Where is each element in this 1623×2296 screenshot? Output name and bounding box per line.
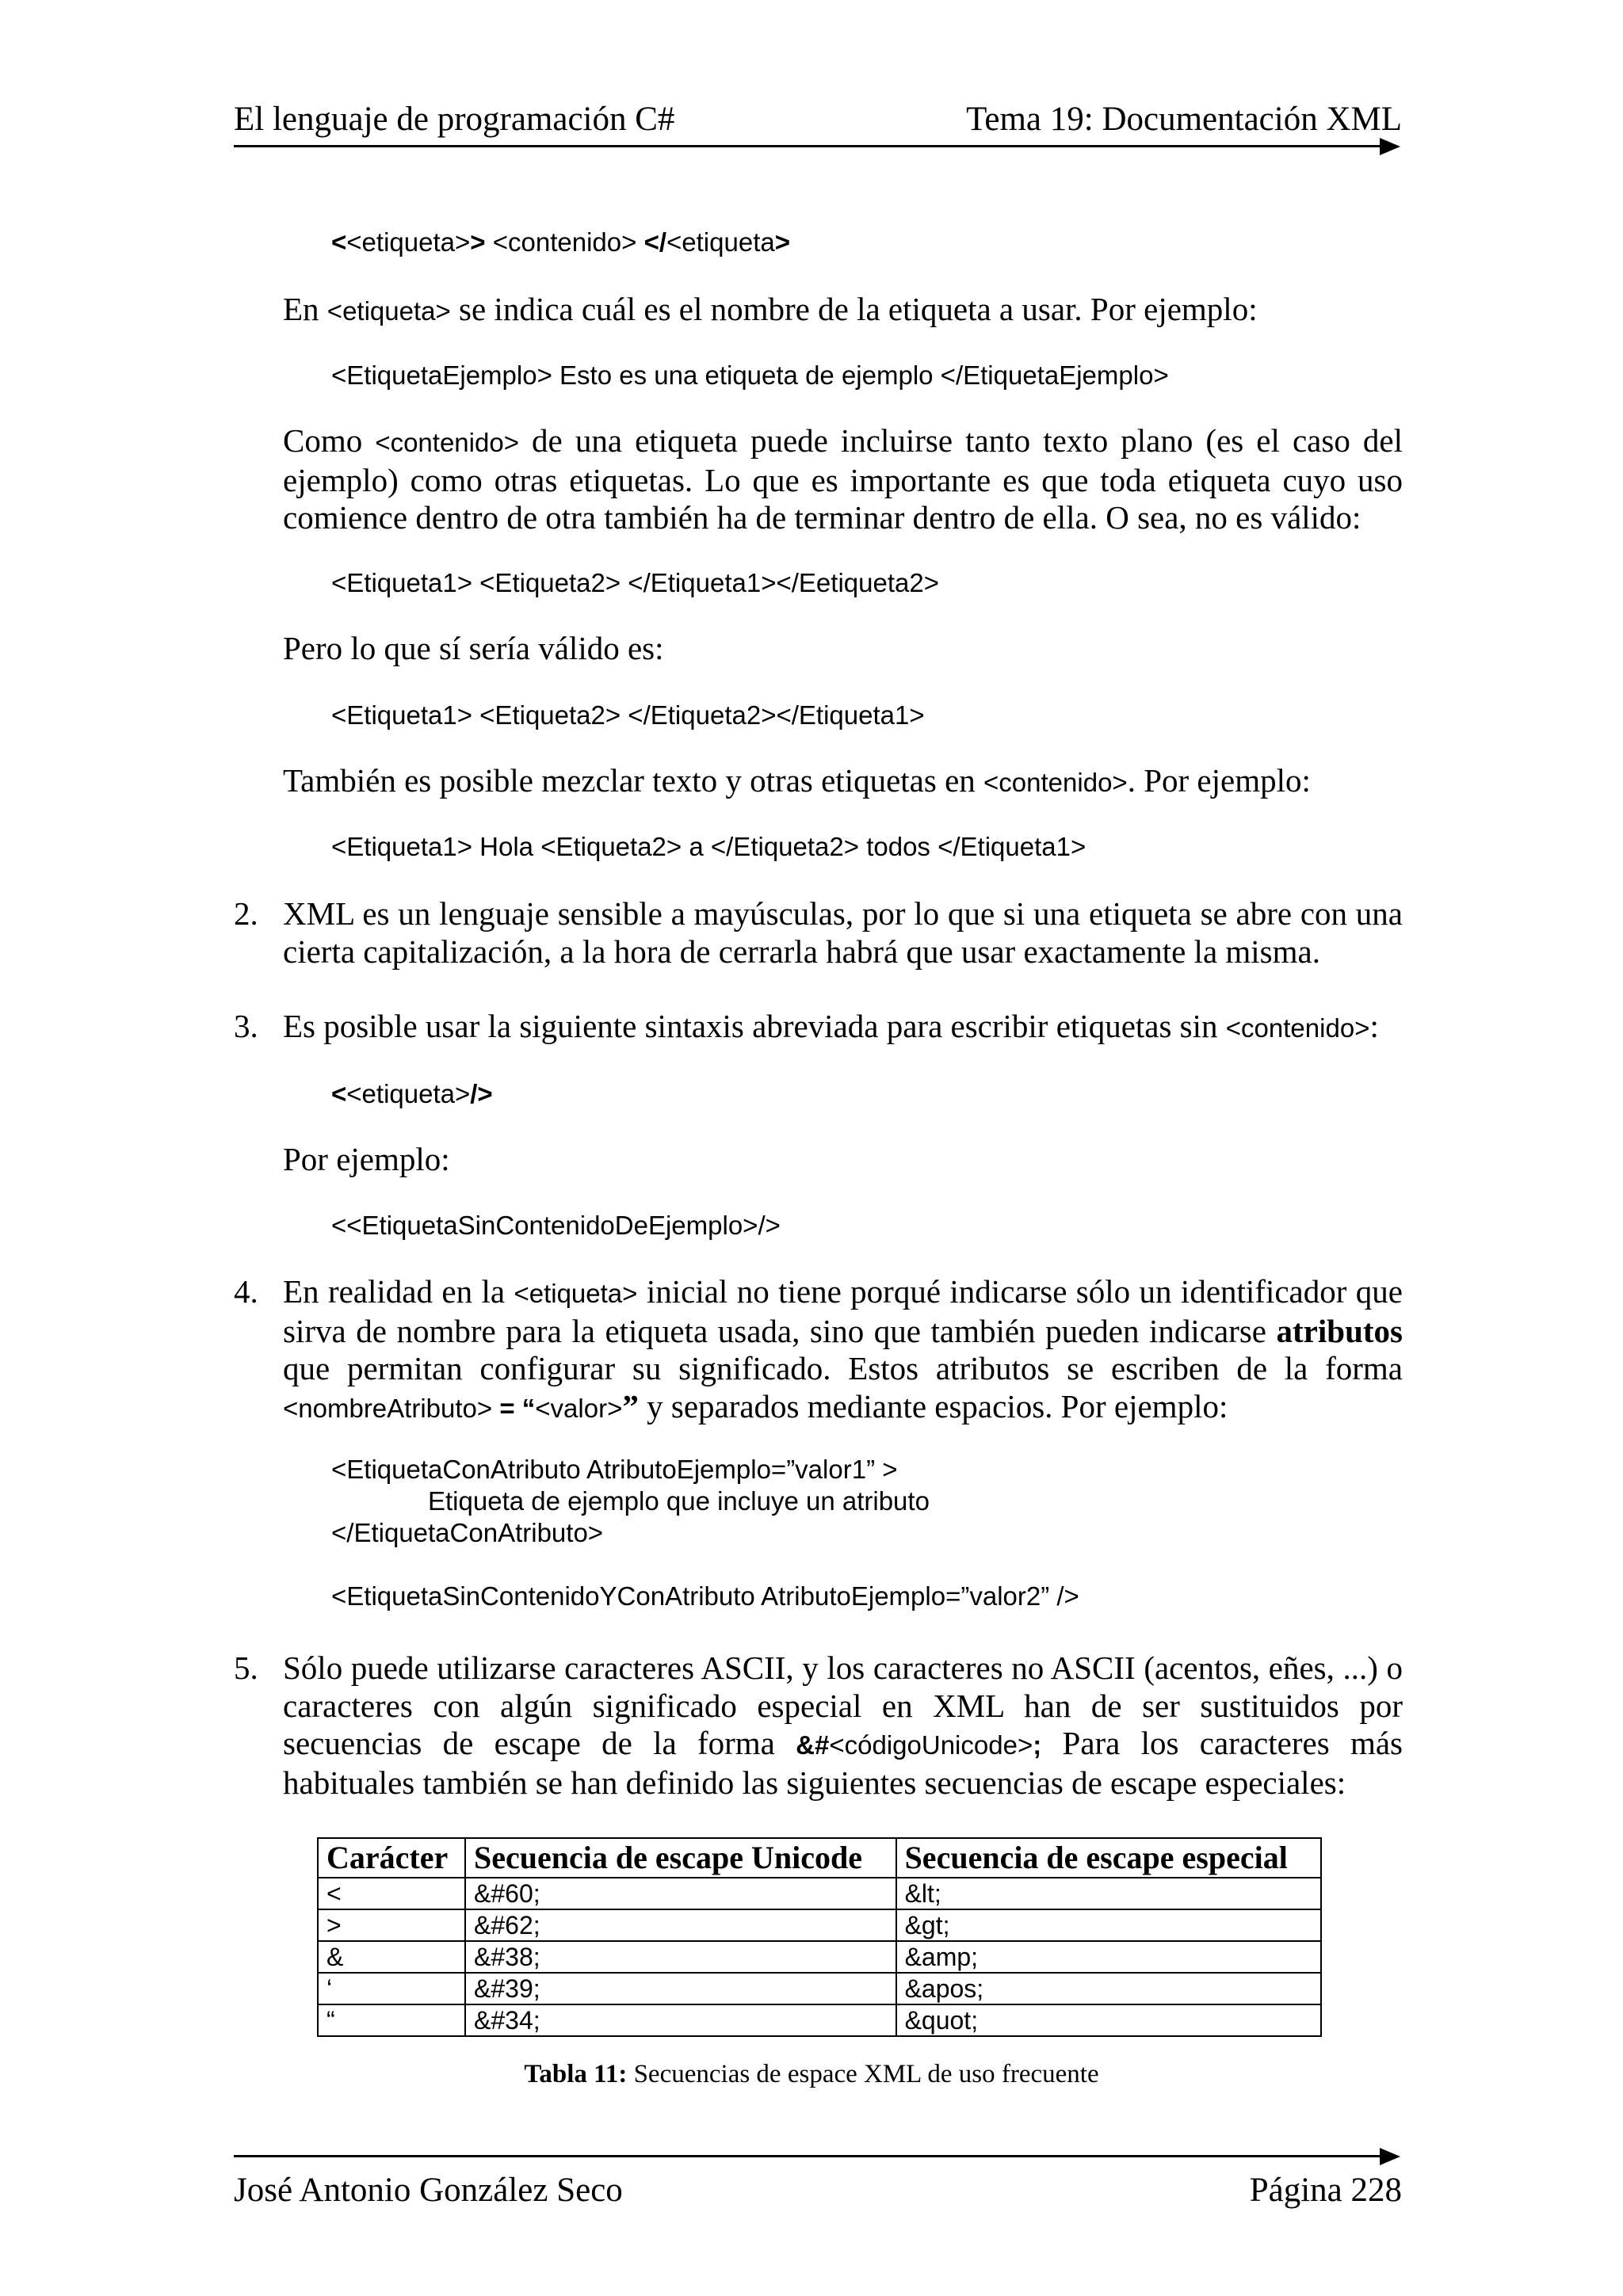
table-cell: > (318, 1909, 465, 1941)
table-header-cell: Secuencia de escape Unicode (465, 1838, 896, 1878)
table-row (318, 1941, 1321, 1973)
code-invalid-nesting: <Etiqueta1> <Etiqueta2> </Etiqueta1></Eetiqueta2> (331, 568, 939, 597)
paragraph-por-ejemplo: Por ejemplo: (283, 1141, 450, 1177)
code-valid-nesting: <Etiqueta1> <Etiqueta2> </Etiqueta2></Etiqueta1> (331, 700, 925, 730)
paragraph-como: Como <contenido> de una etiqueta puede incluirse tanto texto plano (es el caso del ejemplo) como otras etiquetas. Lo que es importante es que toda etiqueta cuyo uso comience dentro de otra también ha de terminar dentro de ella. O sea, no es válido: (283, 422, 1403, 536)
list-number-2: 2. (234, 895, 258, 932)
table-row (318, 1909, 1321, 1941)
table-row (318, 2004, 1321, 2036)
paragraph-en: En <etiqueta> se indica cuál es el nombre de la etiqueta a usar. Por ejemplo: (283, 291, 1258, 327)
table-cell: &lt; (896, 1878, 1321, 1909)
table-cell: &#39; (465, 1973, 896, 2004)
list-number-3: 3. (234, 1008, 258, 1044)
header-book-title: El lenguaje de programación C# (234, 101, 675, 138)
header-rule (234, 145, 1380, 147)
code-attribute-example-2: <EtiquetaSinContenidoYConAtributo AtributoEjemplo=”valor2” /> (331, 1581, 1079, 1611)
list-item-5-text: Sólo puede utilizarse caracteres ASCII, y los caracteres no ASCII (acentos, eñes, ...) o caracteres con algún significado especial en XML han de ser sustituidos por secuencias de escape de la forma &#<códigoUnicode>; Para los caracteres más habituales también se han definido las siguientes secuencias de escape especiales: (283, 1650, 1403, 1801)
paragraph-pero: Pero lo que sí sería válido es: (283, 630, 664, 666)
list-number-4: 4. (234, 1273, 258, 1310)
table-header-cell: Carácter (318, 1838, 465, 1878)
list-item-2-text: XML es un lenguaje sensible a mayúsculas, por lo que si una etiqueta se abre con una cierta capitalización, a la hora de cerrarla habrá que usar exactamente la misma. (283, 895, 1403, 970)
table-cell: “ (318, 2004, 465, 2036)
table-caption: Tabla 11: Secuencias de espace XML de uso frecuente (524, 2060, 1099, 2088)
syntax-line: <<etiqueta>> <contenido> </<etiqueta> (331, 227, 791, 257)
code-short-example: <<EtiquetaSinContenidoDeEjemplo>/> (331, 1211, 781, 1240)
footer-page-number: Página 228 (1249, 2172, 1402, 2209)
table-header-cell: Secuencia de escape especial (896, 1838, 1321, 1878)
list-item-3-text: Es posible usar la siguiente sintaxis abreviada para escribir etiquetas sin <contenido>: (283, 1008, 1379, 1044)
table-cell: &#62; (465, 1909, 896, 1941)
paragraph-tambien: También es posible mezclar texto y otras etiquetas en <contenido>. Por ejemplo: (283, 762, 1311, 799)
footer-rule-arrow-icon (1380, 2148, 1400, 2165)
table-cell: &#60; (465, 1878, 896, 1909)
header-chapter-title: Tema 19: Documentación XML (966, 101, 1402, 138)
header-rule-arrow-icon (1380, 138, 1400, 155)
table-row (318, 1973, 1321, 2004)
list-item-4-text: En realidad en la <etiqueta> inicial no tiene porqué indicarse sólo un identificador que sirva de nombre para la etiqueta usada, sino que también pueden indicarse atributos que permitan configurar su significado. Estos atributos se escriben de la forma <nombreAtributo> = “<valor>” y separados mediante espacios. Por ejemplo: (283, 1273, 1403, 1425)
footer-author: José Antonio González Seco (234, 2172, 623, 2209)
code-attribute-example: <EtiquetaConAtributo AtributoEjemplo=”valor1” > Etiqueta de ejemplo que incluye un atributo </EtiquetaConAtributo> (331, 1455, 930, 1547)
table-cell: &#38; (465, 1941, 896, 1973)
footer-rule (234, 2155, 1380, 2157)
code-example-1: <EtiquetaEjemplo> Esto es una etiqueta de ejemplo </EtiquetaEjemplo> (331, 360, 1169, 390)
table-cell: & (318, 1941, 465, 1973)
list-number-5: 5. (234, 1650, 258, 1686)
escape-sequences-table (317, 1837, 1322, 2037)
table-cell: &quot; (896, 2004, 1321, 2036)
syntax-short-form: <<etiqueta>/> (331, 1079, 493, 1108)
code-mixed-content: <Etiqueta1> Hola <Etiqueta2> a </Etiqueta2> todos </Etiqueta1> (331, 832, 1086, 861)
table-cell: < (318, 1878, 465, 1909)
table-cell: ‘ (318, 1973, 465, 2004)
table-header-row (318, 1838, 1321, 1878)
table-cell: &apos; (896, 1973, 1321, 2004)
table-cell: &#34; (465, 2004, 896, 2036)
table-cell: &amp; (896, 1941, 1321, 1973)
table-cell: &gt; (896, 1909, 1321, 1941)
table-row (318, 1878, 1321, 1909)
